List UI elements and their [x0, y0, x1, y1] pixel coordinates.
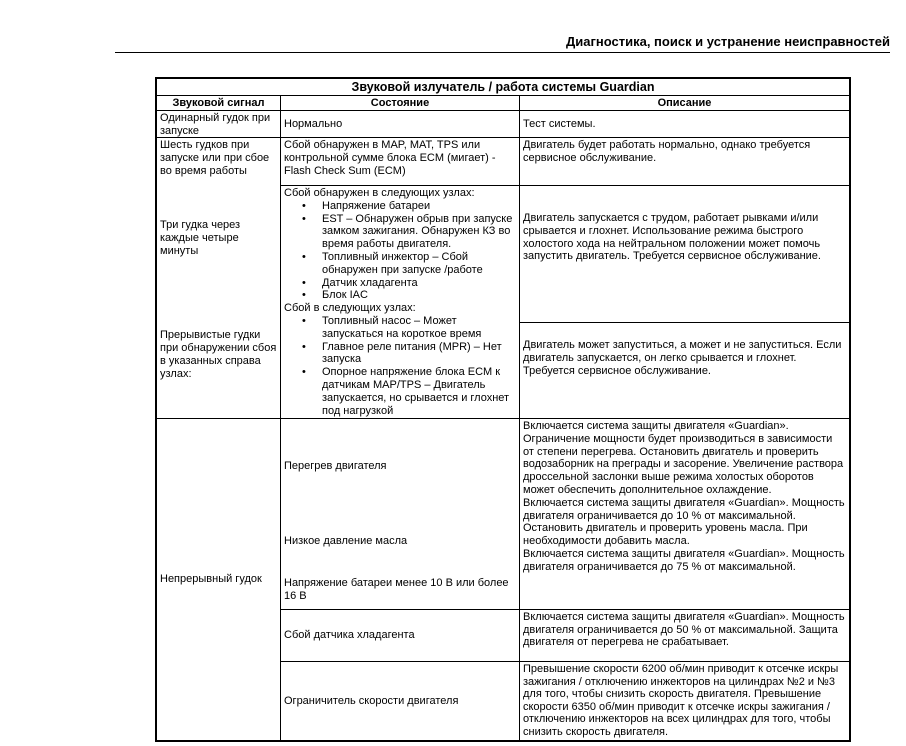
- table-body: [157, 111, 849, 740]
- list-item: [284, 289, 516, 302]
- fault-list-intro: Сбой в следующих узлах:: [284, 302, 416, 315]
- state-normal-cell: Нормально: [281, 111, 519, 138]
- list-item: [284, 213, 516, 251]
- signal-single-beep-cell: Одинарный гудок при запуске: [157, 111, 280, 138]
- state-overheat: Перегрев двигателя: [284, 460, 387, 473]
- desc-guardian-merged-cell: [520, 419, 849, 610]
- page-header: [115, 36, 890, 53]
- bullet-icon: •: [302, 212, 306, 225]
- list-item-text: Датчик хладагента: [322, 276, 418, 289]
- state-column: [281, 111, 520, 740]
- table-title: Звуковой излучатель / работа системы Guardian: [157, 79, 849, 96]
- column-header-state: Состояние: [281, 96, 520, 110]
- state-battery-voltage: Напряжение батареи менее 10 В или более 16 В: [284, 576, 509, 602]
- desc-coolant-sensor-cell: Включается система защиты двигателя «Guardian». Мощность двигателя ограничивается до 50 % от максимальной. Защита двигателя от перегрева не срабатывает.: [520, 610, 849, 662]
- bullet-icon: •: [302, 276, 306, 289]
- desc-six-cell: Двигатель будет работать нормально, однако требуется сервисное обслуживание.: [520, 138, 849, 186]
- state-low-oil-pressure: Низкое давление масла: [284, 535, 408, 548]
- page-header-title: Диагностика, поиск и устранение неисправностей: [565, 34, 890, 49]
- list-item-text: Топливный инжектор – Сбой обнаружен при запуске /работе: [322, 250, 483, 276]
- list-item-text: Топливный насос – Может запускаться на короткое время: [322, 314, 482, 340]
- state-rev-limiter-cell: Ограничитель скорости двигателя: [284, 694, 459, 707]
- list-item: [284, 251, 516, 277]
- column-header-signal: Звуковой сигнал: [157, 96, 281, 110]
- table-header-row: [157, 96, 849, 111]
- list-item-text: Главное реле питания (MPR) – Нет запуска: [322, 340, 502, 366]
- list-item: [284, 315, 516, 341]
- state-fault-lists-cell: [281, 186, 519, 419]
- signal-three-beeps: Три гудка через каждые четыре минуты: [160, 219, 241, 257]
- list-item-text: Напряжение батареи: [322, 199, 431, 212]
- description-column: [520, 111, 849, 740]
- list-item: [284, 277, 516, 290]
- list-item: [284, 366, 516, 417]
- bullet-icon: •: [302, 289, 306, 302]
- guardian-system-table: [155, 77, 851, 742]
- signal-column: [157, 111, 281, 740]
- column-header-description: Описание: [657, 97, 712, 109]
- desc-overheat: Включается система защиты двигателя «Guardian». Ограничение мощности будет производиться в зависимости от степени перегрева. Остановить двигатель и проверить водозаборник на преграды и засорение. Увеличение раствора дроссельной заслонки выше режима холостых оборотов может обеспечить дополнительное охлаждение.: [523, 420, 844, 496]
- signal-intermittent-beeps: Прерывистые гудки при обнаружении сбоя в указанных справа узлах:: [160, 329, 277, 380]
- list-item-text: Опорное напряжение блока ECM к датчикам MAP/TPS – Двигатель запускается, но срывается и глохнет под нагрузкой: [322, 366, 510, 417]
- desc-three-cell: Двигатель запускается с трудом, работает рывками и/или срывается и глохнет. Использование режима быстрого холостого хода на нейтральном положении может помочь запустить двигатель. Требуется сервисное обслуживание.: [520, 186, 849, 323]
- signal-continuous-beep-cell: Непрерывный гудок: [160, 573, 262, 586]
- desc-normal-cell: Тест системы.: [520, 111, 849, 138]
- desc-rev-limiter-cell: Превышение скорости 6200 об/мин приводит к отсечке искры зажигания / отключению инжекторов на цилиндрах №2 и №3 для того, чтобы снизить скорость двигателя. Превышение скорости 6350 об/мин приводит к отсечке искры зажигания / отключению инжекторов на всех цилиндрах для того, чтобы снизить скорость двигателя.: [523, 663, 839, 738]
- desc-low-oil-pressure: Включается система защиты двигателя «Guardian». Мощность двигателя ограничивается до 10 % от максимальной. Остановить двигатель и проверить уровень масла. При необходимости добавить масла.: [523, 496, 845, 548]
- state-coolant-sensor-cell: Сбой датчика хладагента: [281, 610, 519, 662]
- bullet-icon: •: [302, 340, 306, 353]
- state-guardian-merged-cell: [281, 419, 519, 610]
- fault-list-intro: Сбой обнаружен в следующих узлах:: [284, 187, 475, 199]
- signal-merged-cell: [157, 138, 280, 419]
- bullet-icon: •: [302, 250, 306, 263]
- bullet-icon: •: [302, 366, 306, 379]
- list-item: [284, 341, 516, 367]
- bullet-icon: •: [302, 199, 306, 212]
- desc-battery-voltage: Включается система защиты двигателя «Guardian». Мощность двигателя ограничивается до 75 % от максимальной.: [523, 547, 845, 573]
- list-item-text: EST – Обнаружен обрыв при запуске замком зажигания. Обнаружен КЗ во время работы двигателя.: [322, 212, 513, 251]
- signal-six-beeps: Шесть гудков при запуске или при сбое во время работы: [160, 139, 270, 177]
- list-item-text: Блок IAC: [322, 289, 368, 302]
- list-item: [284, 200, 516, 213]
- desc-intermittent-cell: Двигатель может запуститься, а может и не запуститься. Если двигатель запускается, он легко срывается и глохнет. Требуется сервисное обслуживание.: [520, 323, 849, 419]
- bullet-icon: •: [302, 314, 306, 327]
- state-six-fault-cell: Сбой обнаружен в MAP, MAT, TPS или контрольной сумме блока ECM (мигает) - Flash Check Sum (ECM): [281, 138, 519, 186]
